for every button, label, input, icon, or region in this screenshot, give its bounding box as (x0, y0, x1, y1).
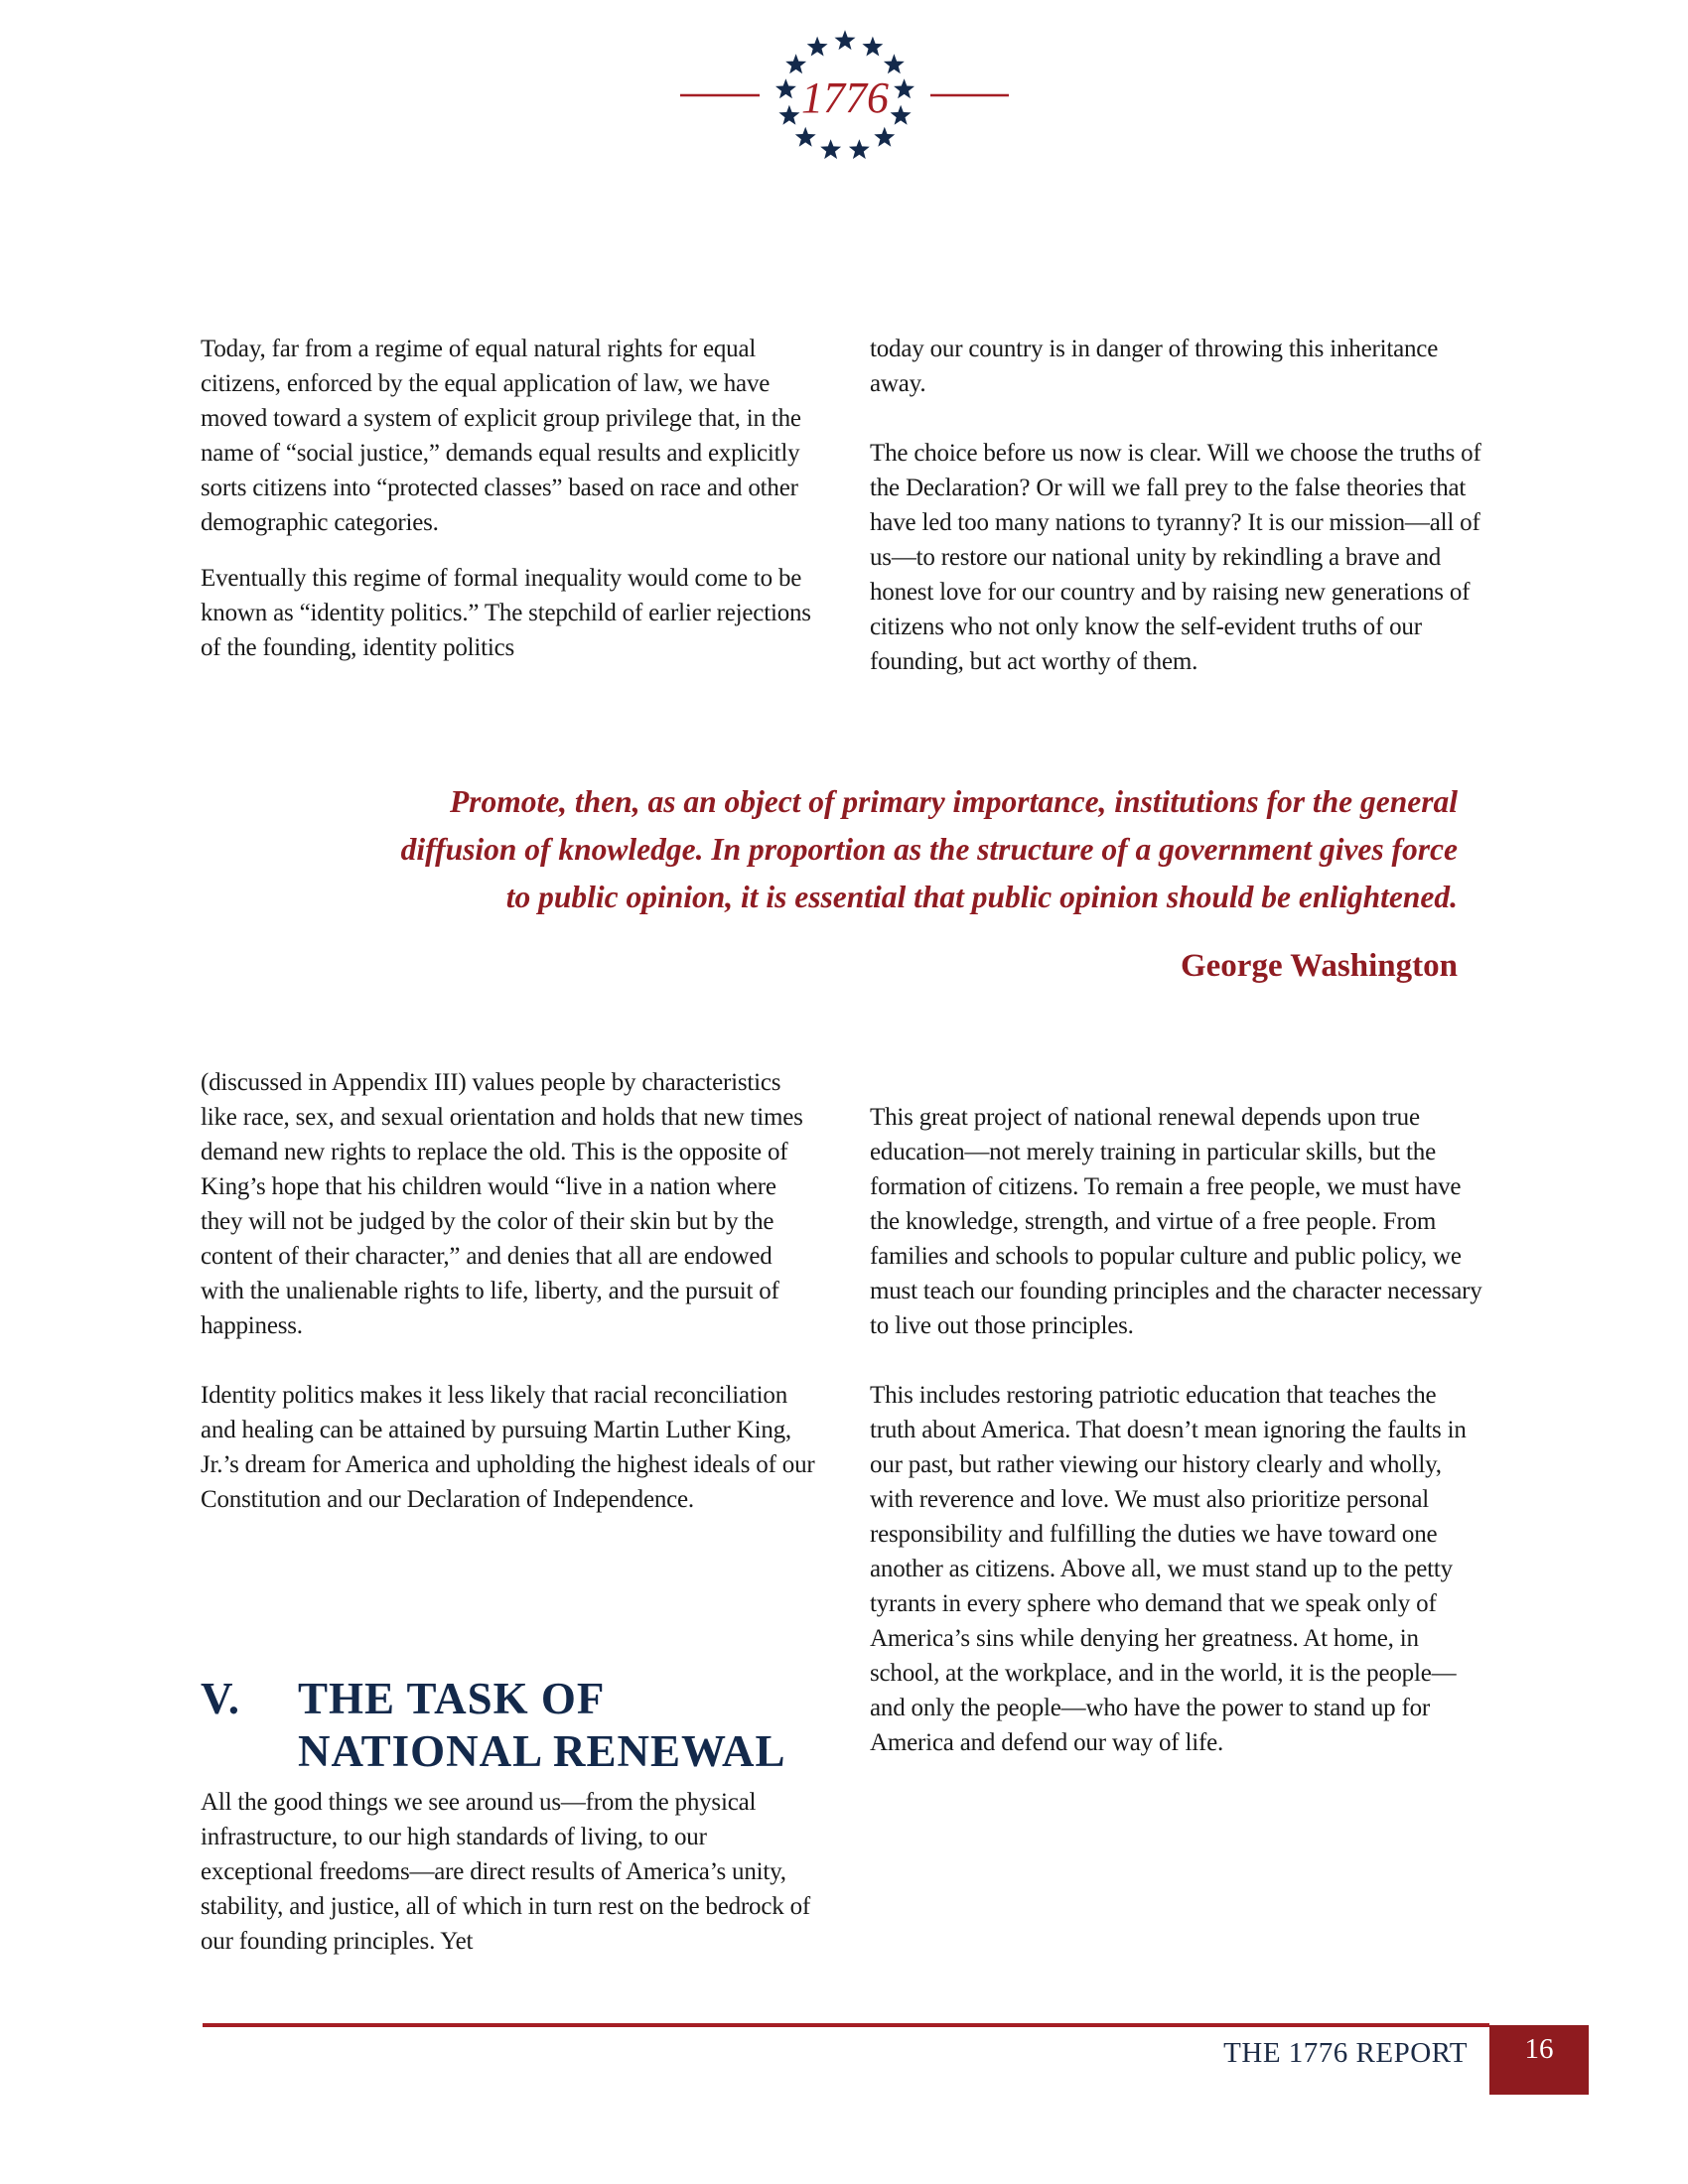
pull-quote-line: to public opinion, it is essential that public opinion should be enlightened. (505, 880, 1458, 914)
column-after-heading (201, 1785, 816, 1959)
section-title (298, 1673, 786, 1778)
star-icon (820, 139, 841, 159)
star-icon (874, 127, 895, 147)
star-icon (795, 127, 816, 147)
paragraph: All the good things we see around us—from the physical infrastructure, to our high standards of living, to our exceptional freedoms—are direct results of America’s unity, stability, and justice, all of which in turn rest on the bedrock of our founding principles. Yet (201, 1789, 810, 1955)
paragraph: This great project of national renewal depends upon true education—not merely training in particular skills, but the formation of citizens. To remain a free people, we must have the knowledge, strength, and virtue of a free people. From families and schools to popular culture and public policy, we must teach our founding principles and the character necessary to live out those principles. (870, 1104, 1482, 1339)
report-logo (0, 0, 1688, 199)
star-icon (807, 37, 828, 57)
star-icon (891, 105, 912, 125)
paragraph: (discussed in Appendix III) values people by characteristics like race, sex, and sexual orientation and holds that new times demand new rights to replace the old. This is the opposite of King’s hope that his children would “live in a nation where they will not be judged by the color of their skin but by the content of their character,” and denies that all are endowed with the unalienable rights to life, liberty, and the pursuit of happiness. (201, 1069, 803, 1339)
paragraph: This includes restoring patriotic education that teaches the truth about America. That doesn’t mean ignoring the faults in our past, but rather viewing our history clearly and wholly, with reverence and love. We must also prioritize personal responsibility and fulfilling the duties we have toward one another as citizens. Above all, we must stand up to the petty tyrants in every sphere who demand that we speak only of America’s sins while denying her greatness. At home, in school, at the workplace, and in the world, it is the people—and only the people—who have the power to stand up for America and defend our way of life. (870, 1382, 1467, 1756)
paragraph: Identity politics makes it less likely that racial reconciliation and healing can be attained by pursuing Martin Luther King, Jr.’s dream for America and upholding the highest ideals of our Constitution and our Declaration of Independence. (201, 1382, 815, 1513)
column-bottom-right (870, 1100, 1485, 1760)
star-icon (884, 54, 905, 73)
pull-quote-line: Promote, then, as an object of primary importance, institutions for the general (449, 784, 1458, 819)
star-icon (778, 105, 799, 125)
page-number: 16 (1524, 2033, 1554, 2065)
pull-quote (228, 778, 1458, 921)
section-title-line: THE TASK OF (298, 1674, 606, 1723)
logo-year: 1776 (801, 73, 889, 122)
star-icon (862, 37, 883, 57)
pull-quote-line: diffusion of knowledge. In proportion as the structure of a government gives force (400, 832, 1458, 867)
paragraph: Eventually this regime of formal inequality would come to be known as “identity politics.” The stepchild of earlier rejections of the founding, identity politics (201, 565, 811, 661)
star-icon (849, 139, 870, 159)
footer-rule (203, 2023, 1489, 2027)
paragraph: today our country is in danger of throwing this inheritance away. (870, 336, 1439, 397)
column-top-left (201, 332, 816, 665)
footer-report-title: THE 1776 REPORT (1223, 2037, 1468, 2069)
star-icon (835, 30, 856, 50)
pull-quote-author: George Washington (1180, 948, 1458, 984)
section-title-line: NATIONAL RENEWAL (298, 1726, 786, 1776)
paragraph: Today, far from a regime of equal natural rights for equal citizens, enforced by the equal application of law, we have moved toward a system of explicit group privilege that, in the name of “social justice,” demands equal results and explicitly sorts citizens into “protected classes” based on race and other demographic categories. (201, 336, 801, 536)
column-bottom-left (201, 1065, 816, 1517)
paragraph: The choice before us now is clear. Will we choose the truths of the Declaration? Or will we fall prey to the false theories that have led too many nations to tyranny? It is our mission—all of us—to restore our national unity by rekindling a brave and honest love for our country and by raising new generations of citizens who not only know the self-evident truths of our founding, but act worthy of them. (870, 440, 1481, 675)
page-number-box (1489, 2025, 1589, 2095)
star-icon (894, 78, 914, 98)
column-top-right (870, 332, 1485, 679)
star-icon (785, 54, 806, 73)
star-icon (775, 78, 796, 98)
section-number: V. (201, 1674, 240, 1723)
